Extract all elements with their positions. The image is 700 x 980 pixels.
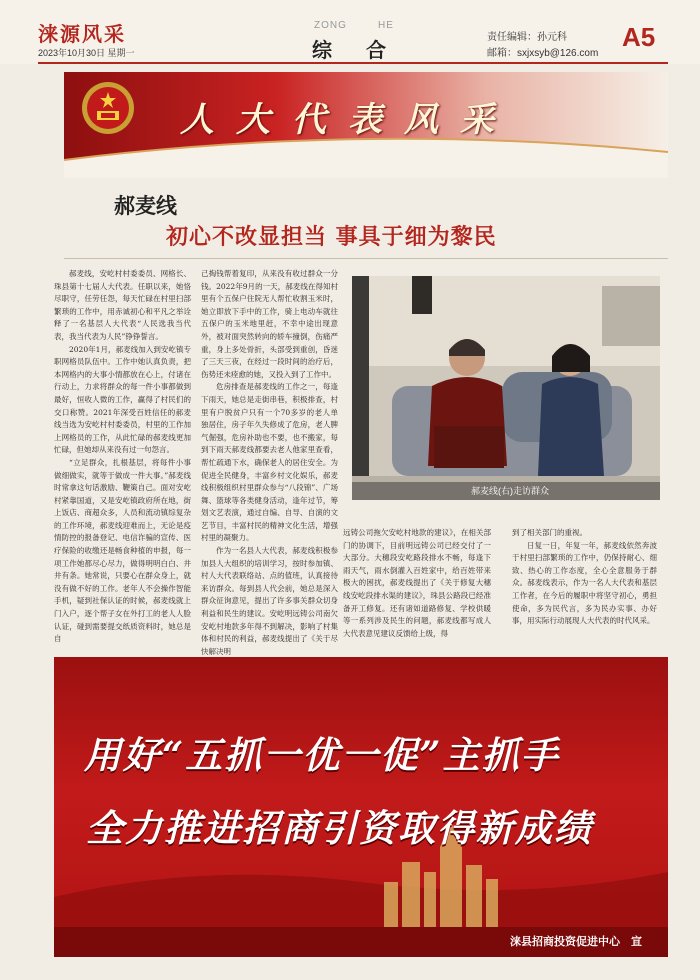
section-pinyin-1: ZONG (314, 20, 347, 31)
paper-name: 涞源风采 (38, 22, 126, 46)
ad-sponsor: 涞县招商投资促进中心 宣 (510, 936, 642, 948)
article-column-3 (343, 527, 491, 640)
paragraph: 远铸公司拖欠安屹村地款的建议》，在相关部门的协调下，目前明远铸公司已经交付了一大部分。大穗段安屹路段排水不畅，每逢下雨天气，雨水倒灌入百姓家中，给百姓带来极大的困扰，郝麦线提出了《关于修复大穗线安屹段排水渠的建议》，珠县公路段已经准备开工修复。还有诸如道路修复、学校供暖等一系列涉及民生的问题，郝麦线都写成人大代表意见建议反馈给上级，得 (343, 528, 491, 638)
paragraph: “立足群众，扎根基层，将每件小事做细做实，就等于做成一件大事。”郝麦线时常拿这句话激励、鞭策自己。面对安屹村紧靠国道，又是安屹镇政府所在地，街上饭店、商超众多，人员和流动镇综复杂的工作环境，郝麦线迎难而上，无论是疫情防控的报备登记、电信诈骗的宣传、医疗保险的收缴还是畅食种植的申报，每一项工作她都尽心尽力，做得明明白白、井井有条。她常说，只要心在群众身上，就没有做不好的工作。老年人不会操作智能手机，疑到社保认证的时候，郝麦线就上门入户，逐个帮子女在外打工的老人人脸认证，碰到需要提交纸质资料时，她总是自 (54, 457, 191, 644)
editor-credit: 责任编辑：孙元科 (487, 32, 567, 43)
issue-date: 2023年10月30日 星期一 (38, 48, 135, 58)
paragraph: 作为一名县人大代表，郝麦线积极参加县人大组织的培训学习，按时参加镇、村人大代表联络站、点的值班，认真接待来访群众。每到县人代会前，她总是深入群众征询意见，提出了许多事关群众切身利益和民生的建议。安屹明远铸公司南欠安屹村地款多年得不到解决，影响了村集体和村民的利益，郝麦线提出了《关于尽快解决明 (201, 546, 338, 656)
headline-rule (64, 258, 668, 259)
article-headline: 初心不改显担当 事具于细为黎民 (166, 224, 497, 250)
article-column-2 (201, 268, 338, 658)
paragraph: 己掏钱帮着复印，从来没有收过群众一分钱。2022年9月的一天，郝麦线在得知村里有个五保户住院无人帮忙收割玉米时，她立即放下手中的工作，骑上电动车就往五保户的玉米地里赶，不幸中途出现意外，被对面突然转向的轿车撞倒，伤痛严重，身上多处骨折，头部受到重创，昏迷了三天三夜，在经过一段时间的治疗后，伤势还未痊愈的她，又投入到了工作中。 (201, 269, 338, 379)
national-emblem-icon (80, 80, 136, 136)
paragraph: 到了相关部门的重视。 (512, 528, 587, 537)
banner-title: 人大代表风采 (180, 100, 516, 140)
paragraph: 日复一日，年复一年，郝麦线依然奔波于村里扫部繁琐的工作中，仍保持耐心、细致、热心的工作态度，全心全意服务于群众。郝麦线表示，作为一名人大代表和基层工作者，在今后的履职中将坚守初心，勇担使命，多为民代言，多为民办实事、办好事，用实际行动展现人大代表的时代风采。 (512, 540, 657, 626)
page-number: A5 (622, 22, 656, 52)
ad-slogan-line-1: 用好“五抓一优一促”主抓手 (84, 733, 560, 777)
paragraph: 2020年1月，郝麦线加入到安屹镇专职网格员队伍中。工作中她认真负责，把本网格内的大事小情都放在心上，付诸在行动上，力求将群众的每一件小事都做到最好，恒收人微的工作，赢得了村民们的交口称赞。2021年深受百姓信任的郝麦线当选为安屹村村委委员，村里的工作加上网格员的工作，从此忙碌的郝麦线更加忙碌，但她却从来没有过一句怨言。 (54, 344, 191, 455)
masthead-rule (38, 62, 668, 64)
article-column-4 (512, 527, 657, 628)
article-photo (352, 276, 660, 500)
paragraph: 郝麦线，安屹村村委委员、网格长、珠县第十七届人大代表。任职以来，她恪尽职守，任劳任怨，每天忙碌在村里扫部繁琐的工作中，用赤诚初心和平凡之举诠释了一名基层人大代表“人民选我当代表，我当代表为人民”铮铮誓言。 (54, 269, 191, 341)
photo-caption: 郝麦线(右)走访群众 (471, 486, 549, 496)
editor-email: 邮箱：sxjxsyb@126.com (487, 48, 599, 59)
article-column-1 (54, 268, 191, 646)
ad-slogan-line-2: 全力推进招商引资取得新成绩 (86, 806, 593, 850)
paragraph: 危房排查是郝麦线的工作之一，每逢下雨天，她总是走街串巷，积极排查，村里有户脱贫户只有一个70多岁的老人单独居住，房子年久失修成了危房，老人脾气倔强，危房补助也不要，也不搬家，每到下雨天郝麦线都要去老人他家里查看，帮忙疏通下水，确保老人的居住安全。为促进全民健身，丰富乡村文化娱乐，郝麦线积极组织村里群众参与“八段锦”、广场舞、篮球等各类健身活动，逢年过节，筹划文艺表演，通过自编、自导、自演的文艺节目，丰富村民的精神文化生活，增强村里的凝聚力。 (201, 382, 338, 543)
section-pinyin-2: HE (378, 20, 394, 31)
section-title: 综合 (312, 38, 420, 62)
article-person-name: 郝麦线 (114, 193, 177, 218)
